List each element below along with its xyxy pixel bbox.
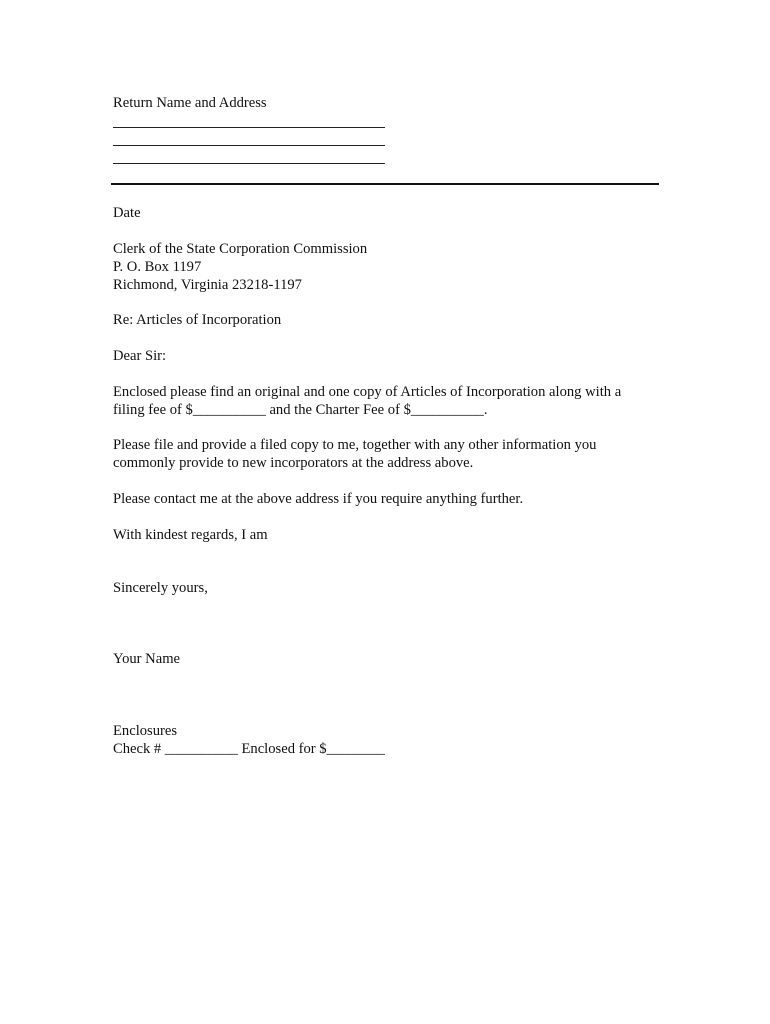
return-address-label: Return Name and Address bbox=[113, 95, 267, 111]
return-address-line-3 bbox=[113, 163, 385, 164]
salutation: Dear Sir: bbox=[113, 348, 167, 364]
recipient-line-1: Clerk of the State Corporation Commission bbox=[113, 241, 368, 257]
body-paragraph-2-line-1: Please file and provide a filed copy to me, together with any other information you bbox=[113, 437, 597, 453]
body-paragraph-1-line-1: Enclosed please find an original and one copy of Articles of Incorporation along with a bbox=[113, 384, 622, 400]
body-paragraph-3: Please contact me at the above address if you require anything further. bbox=[113, 491, 524, 507]
body-paragraph-2-line-2: commonly provide to new incorporators at the address above. bbox=[113, 455, 474, 471]
return-address-line-2 bbox=[113, 145, 385, 146]
recipient-line-3: Richmond, Virginia 23218-1197 bbox=[113, 277, 302, 293]
return-address-line-1 bbox=[113, 127, 385, 128]
recipient-line-2: P. O. Box 1197 bbox=[113, 259, 202, 275]
signature-name: Your Name bbox=[113, 651, 181, 667]
date-label: Date bbox=[113, 205, 141, 221]
enclosures-check-line: Check # __________ Enclosed for $________ bbox=[113, 741, 385, 757]
body-paragraph-4: With kindest regards, I am bbox=[113, 527, 268, 543]
closing: Sincerely yours, bbox=[113, 580, 208, 596]
enclosures-label: Enclosures bbox=[113, 723, 178, 739]
header-divider bbox=[111, 183, 659, 185]
body-paragraph-1-line-2: filing fee of $__________ and the Charter Fee of $__________. bbox=[113, 402, 488, 418]
subject-line: Re: Articles of Incorporation bbox=[113, 312, 282, 328]
